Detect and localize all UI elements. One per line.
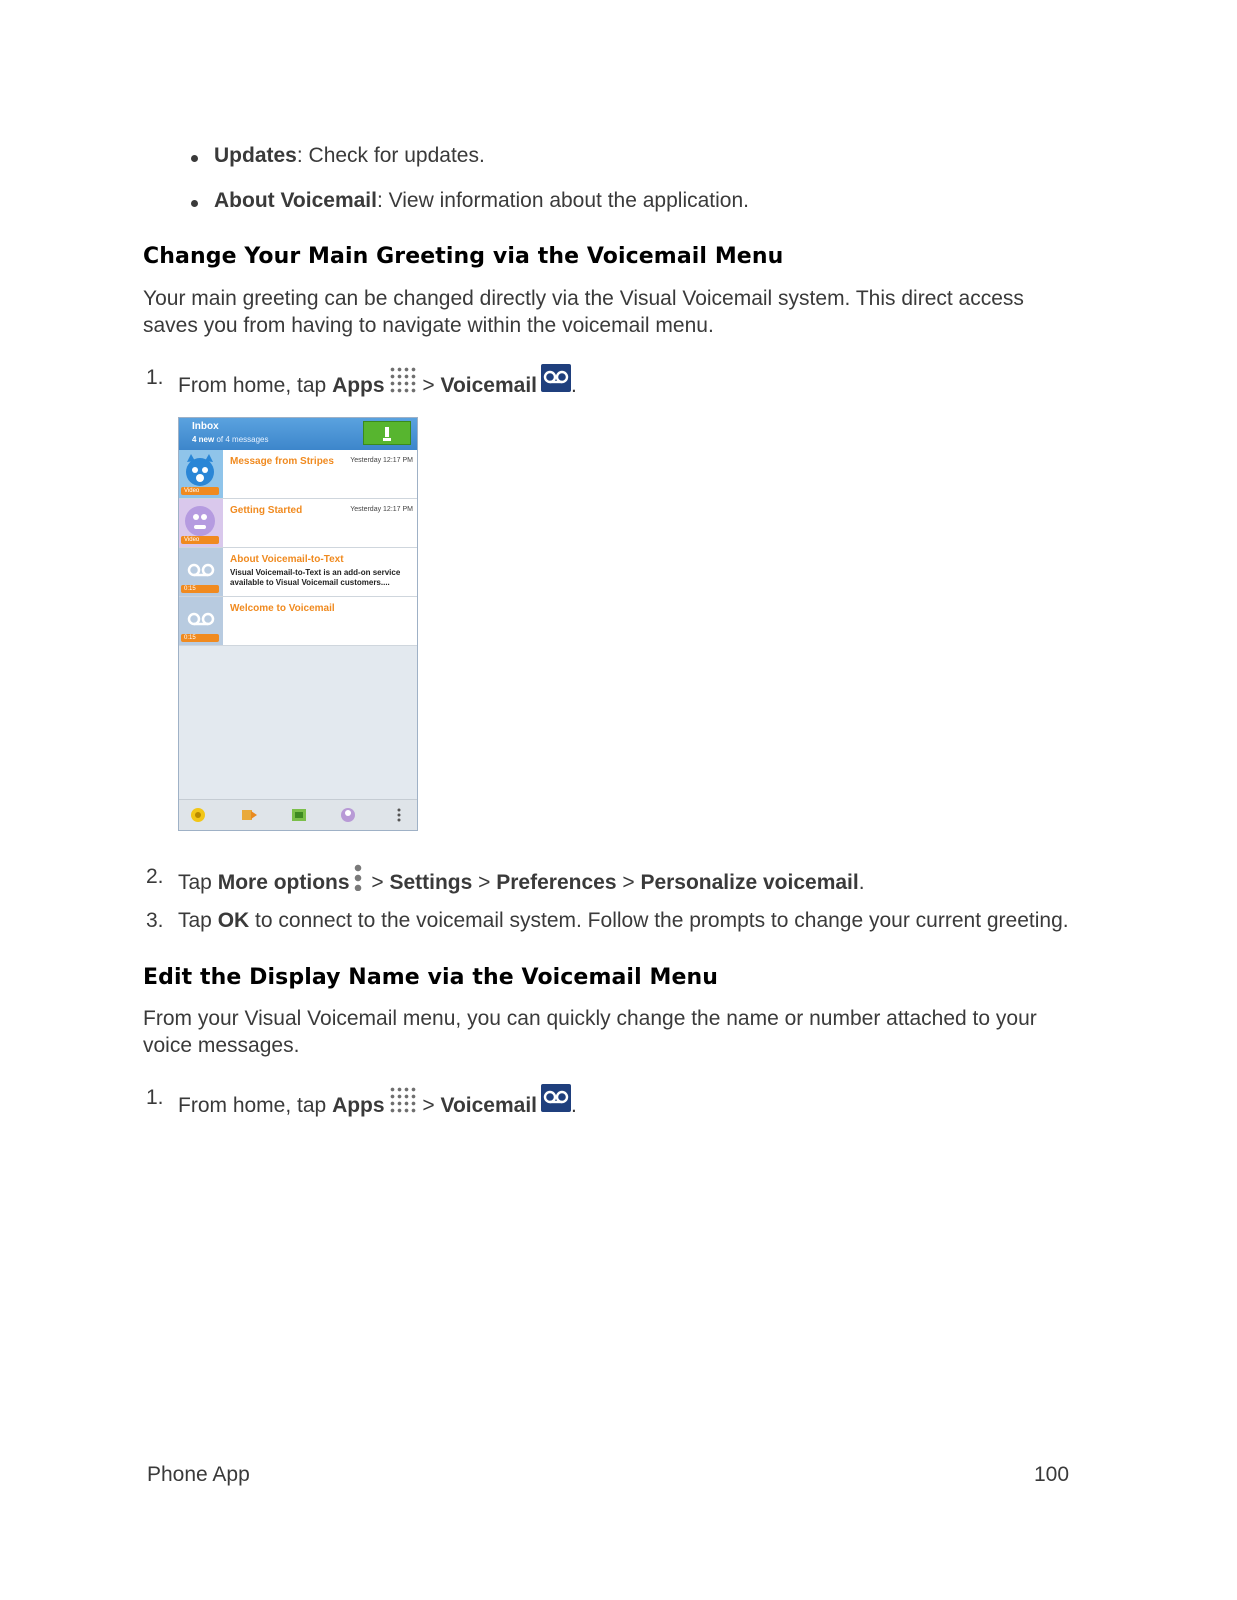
message-time: Yesterday 12:17 PM [350, 506, 413, 513]
forward-icon[interactable] [241, 807, 257, 823]
step-separator: > [472, 871, 497, 894]
ok-label: OK [217, 909, 250, 932]
step-separator: > [365, 871, 390, 894]
apps-grid-icon [389, 1086, 417, 1114]
apps-grid-icon [389, 366, 417, 394]
voicemail-label: Voicemail [440, 1094, 537, 1117]
step-text: From home, tap [178, 374, 333, 397]
step-text: Tap [178, 909, 218, 932]
step-number: 1. [146, 366, 164, 389]
step-text: Tap [178, 871, 218, 894]
section-heading: Edit the Display Name via the Voicemail Menu [143, 965, 719, 990]
bottom-toolbar [179, 799, 417, 830]
voicemail-inbox-screenshot [178, 417, 418, 831]
bullet-term: About Voicemail [214, 189, 377, 212]
section-intro: Your main greeting can be changed directly via the Visual Voicemail system. This direct access saves you from having to navigate within the voicemail menu. [143, 287, 1024, 337]
section-intro: From your Visual Voicemail menu, you can quickly change the name or number attached to your voice messages. [143, 1007, 1037, 1057]
step-1 [178, 1084, 577, 1119]
bullet-term: Updates [214, 144, 297, 167]
step-2 [178, 863, 865, 896]
avatar [179, 499, 223, 547]
more-options-icon[interactable] [391, 807, 407, 823]
duration-tag: 0:15 [181, 634, 219, 642]
step-end: . [571, 1094, 577, 1117]
footer-section-name: Phone App [147, 1463, 250, 1486]
message-title: Welcome to Voicemail [230, 603, 335, 614]
apps-label: Apps [332, 374, 385, 397]
step-1 [178, 364, 577, 399]
step-end: . [858, 871, 865, 894]
message-row[interactable] [179, 597, 417, 646]
step-end: . [571, 374, 577, 397]
inbox-header [179, 418, 417, 450]
bullet-desc: : View information about the application. [376, 189, 749, 212]
preferences-label: Preferences [496, 871, 617, 894]
message-title: Getting Started [230, 505, 303, 516]
settings-label: Settings [389, 871, 473, 894]
step-number: 2. [146, 865, 164, 888]
inbox-subtitle [192, 435, 268, 444]
step-3 [178, 907, 1069, 934]
inbox-title: Inbox [192, 421, 219, 432]
call-icon[interactable] [190, 807, 206, 823]
duration-tag: 0:15 [181, 585, 219, 593]
voicemail-icon [541, 364, 571, 392]
message-title: Message from Stripes [230, 456, 334, 467]
voicemail-icon [541, 1084, 571, 1112]
bullet-desc: : Check for updates. [296, 144, 485, 167]
more-options-label: More options [217, 871, 350, 894]
bullet-about-voicemail [214, 187, 749, 214]
video-tag: Video [181, 487, 219, 495]
personalize-voicemail-label: Personalize voicemail [640, 871, 859, 894]
voicemail-avatar [179, 548, 223, 596]
step-separator: > [416, 1094, 441, 1117]
message-preview: Visual Voicemail-to-Text is an add-on service available to Visual Voicemail customers.... [230, 568, 401, 587]
step-text: From home, tap [178, 1094, 333, 1117]
voicemail-label: Voicemail [440, 374, 537, 397]
step-number: 3. [146, 909, 164, 932]
more-options-icon [354, 863, 362, 891]
bullet-dot [191, 200, 198, 207]
apps-label: Apps [332, 1094, 385, 1117]
video-tag: Video [181, 536, 219, 544]
step-number: 1. [146, 1086, 164, 1109]
message-count: of 4 messages [214, 435, 269, 444]
message-row[interactable] [179, 548, 417, 597]
section-heading: Change Your Main Greeting via the Voicemail Menu [143, 244, 784, 269]
bullet-dot [191, 155, 198, 162]
record-button[interactable] [363, 421, 411, 445]
message-time: Yesterday 12:17 PM [350, 457, 413, 464]
voicemail-avatar [179, 597, 223, 645]
message-title: About Voicemail-to-Text [230, 554, 344, 565]
step-separator: > [616, 871, 641, 894]
bullet-updates [214, 142, 485, 169]
step-text: to connect to the voicemail system. Follow the prompts to change your current greeting. [249, 909, 1069, 932]
add-contact-icon[interactable] [340, 807, 356, 823]
footer-page-number: 100 [1034, 1463, 1070, 1486]
avatar [179, 450, 223, 498]
message-row[interactable] [179, 450, 417, 499]
step-separator: > [416, 374, 441, 397]
save-icon[interactable] [291, 807, 307, 823]
new-count: 4 new [192, 435, 215, 444]
message-row[interactable] [179, 499, 417, 548]
